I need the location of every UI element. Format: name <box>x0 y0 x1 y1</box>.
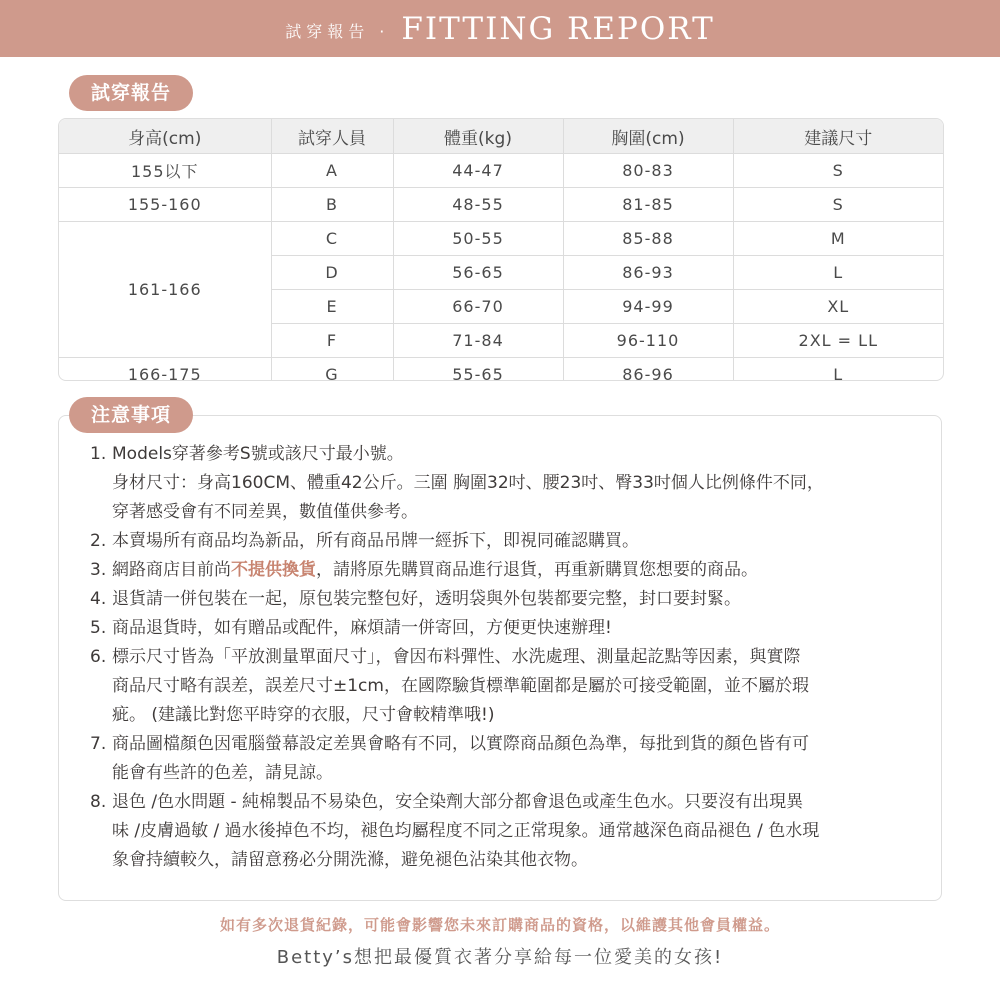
note-number: 5. <box>90 618 107 638</box>
list-item <box>86 614 926 643</box>
header-title-zh: 試穿報告 · <box>285 22 390 41</box>
note-number: 4. <box>90 589 107 609</box>
note-text: 身材尺寸：身高160CM、體重42公斤。三圍 胸圍32吋、腰23吋、臀33吋個人比例條件不同， <box>112 473 824 493</box>
size-cell: XL <box>733 290 943 324</box>
weight-cell: 71-84 <box>393 324 563 358</box>
chest-cell: 81-85 <box>563 188 733 222</box>
column-header: 建議尺寸 <box>733 119 943 154</box>
column-header: 體重(kg) <box>393 119 563 154</box>
model-cell: A <box>271 154 393 188</box>
fitting-table <box>59 119 943 381</box>
table-row <box>59 358 943 382</box>
chest-cell: 86-96 <box>563 358 733 382</box>
return-warning: 如有多次退貨紀錄，可能會影響您未來訂購商品的資格，以維護其他會員權益。 <box>219 916 780 934</box>
model-cell: E <box>271 290 393 324</box>
note-number: 6. <box>90 647 107 667</box>
table-header-row <box>59 119 943 154</box>
table-row <box>59 154 943 188</box>
size-cell: S <box>733 154 943 188</box>
chest-cell: 86-93 <box>563 256 733 290</box>
note-number: 8. <box>90 792 107 812</box>
weight-cell: 55-65 <box>393 358 563 382</box>
chest-cell: 85-88 <box>563 222 733 256</box>
weight-cell: 56-65 <box>393 256 563 290</box>
note-text: 商品退貨時，如有贈品或配件，麻煩請一併寄回，方便更快速辦理! <box>112 618 612 638</box>
note-number: 1. <box>90 444 107 464</box>
note-number: 3. <box>90 560 107 580</box>
column-header: 身高(cm) <box>59 119 271 154</box>
note-text: 本賣場所有商品均為新品，所有商品吊牌一經拆下，即視同確認購買。 <box>112 531 639 551</box>
list-item <box>86 556 926 585</box>
list-item <box>86 643 926 730</box>
header-title-en: FITTING REPORT <box>401 10 715 47</box>
chest-cell: 96-110 <box>563 324 733 358</box>
list-item <box>86 585 926 614</box>
model-cell: F <box>271 324 393 358</box>
model-cell: G <box>271 358 393 382</box>
chest-cell: 80-83 <box>563 154 733 188</box>
page-header <box>0 0 1000 57</box>
size-cell: M <box>733 222 943 256</box>
table-row <box>59 188 943 222</box>
note-text: 網路商店目前尚 <box>112 560 231 580</box>
size-cell: S <box>733 188 943 222</box>
note-text: 能會有些許的色差，請見諒。 <box>112 763 333 783</box>
chest-cell: 94-99 <box>563 290 733 324</box>
list-item <box>86 440 926 527</box>
model-cell: B <box>271 188 393 222</box>
height-cell: 166-175 <box>59 358 271 382</box>
no-exchange-highlight: 不提供換貨 <box>231 560 316 580</box>
weight-cell: 50-55 <box>393 222 563 256</box>
weight-cell: 44-47 <box>393 154 563 188</box>
note-text: 退色 /色水問題 - 純棉製品不易染色，安全染劑大部分都會退色或產生色水。只要沒有出現異 <box>112 792 804 812</box>
note-text: ，請將原先購買商品進行退貨，再重新購買您想要的商品。 <box>316 560 758 580</box>
weight-cell: 66-70 <box>393 290 563 324</box>
model-cell: D <box>271 256 393 290</box>
note-text: Models穿著參考S號或該尺寸最小號。 <box>112 444 404 464</box>
size-cell: 2XL = LL <box>733 324 943 358</box>
column-header: 胸圍(cm) <box>563 119 733 154</box>
model-cell: C <box>271 222 393 256</box>
note-number: 7. <box>90 734 107 754</box>
note-text: 象會持續較久，請留意務必分開洗滌，避免褪色沾染其他衣物。 <box>112 850 588 870</box>
weight-cell: 48-55 <box>393 188 563 222</box>
height-cell: 155-160 <box>59 188 271 222</box>
height-cell: 161-166 <box>59 222 271 358</box>
table-row <box>59 222 943 256</box>
list-item <box>86 730 926 788</box>
brand-tagline: Betty’s想把最優質衣著分享給每一位愛美的女孩! <box>276 947 724 968</box>
note-text: 穿著感受會有不同差異，數值僅供參考。 <box>112 502 418 522</box>
note-text: 味 /皮膚過敏 / 過水後掉色不均，褪色均屬程度不同之正常現象。通常越深色商品褪色 / 色水現 <box>112 821 820 841</box>
note-text: 退貨請一併包裝在一起，原包裝完整包好，透明袋與外包裝都要完整，封口要封緊。 <box>112 589 741 609</box>
list-item <box>86 788 926 875</box>
note-text: 標示尺寸皆為「平放測量單面尺寸」，會因布料彈性、水洗處理、測量起訖點等因素，與實際 <box>112 647 801 667</box>
fitting-report-label: 試穿報告 <box>69 75 193 111</box>
list-item <box>86 527 926 556</box>
size-cell: L <box>833 365 844 381</box>
fitting-table-container <box>58 118 944 381</box>
column-header: 試穿人員 <box>271 119 393 154</box>
note-number: 2. <box>90 531 107 551</box>
note-text: 疵。 (建議比對您平時穿的衣服，尺寸會較精準哦!) <box>112 705 495 725</box>
height-cell: 155以下 <box>59 154 271 188</box>
note-text: 商品圖檔顏色因電腦螢幕設定差異會略有不同，以實際商品顏色為準，每批到貨的顏色皆有可 <box>112 734 809 754</box>
notes-label: 注意事項 <box>69 397 193 433</box>
notes-list <box>86 440 926 875</box>
note-text: 商品尺寸略有誤差，誤差尺寸±1cm，在國際驗貨標準範圍都是屬於可接受範圍，並不屬於瑕 <box>112 676 809 696</box>
size-cell: L <box>733 256 943 290</box>
